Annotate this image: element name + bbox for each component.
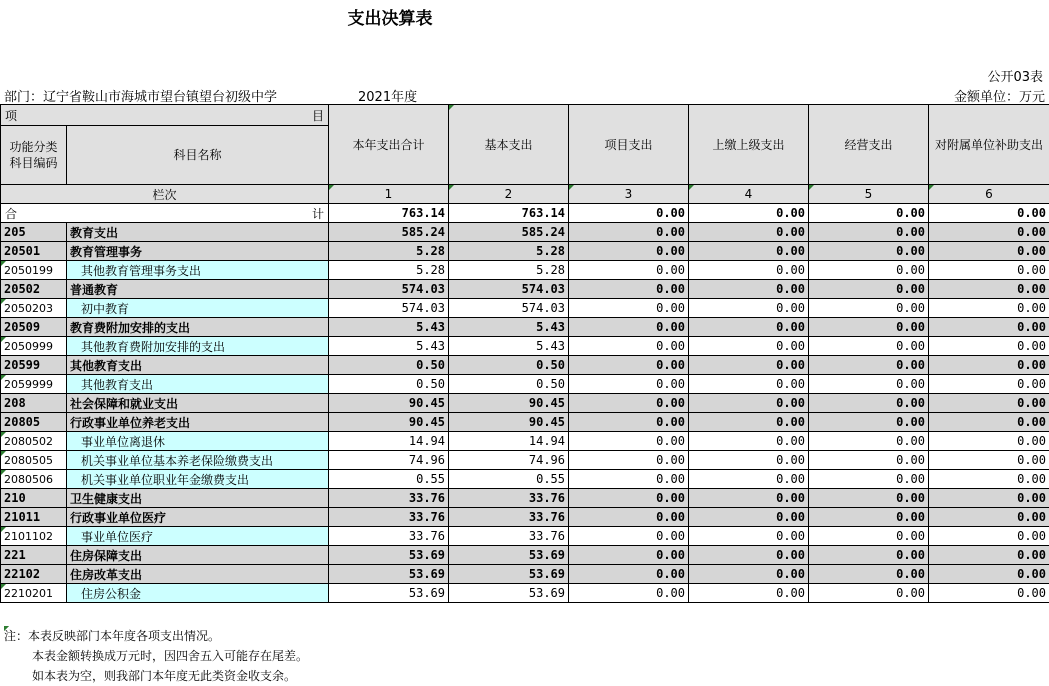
row-value: 74.96	[329, 451, 449, 470]
note-line: 如本表为空，则我部门本年度无此类资金收支余。	[4, 666, 308, 686]
row-value: 0.55	[449, 470, 569, 489]
row-name: 社会保障和就业支出	[67, 394, 329, 413]
row-value: 0.00	[809, 299, 929, 318]
total-label-right: 计	[312, 205, 324, 222]
table-row	[1, 375, 1049, 394]
row-name: 普通教育	[67, 280, 329, 299]
row-code: 210	[1, 489, 67, 508]
row-value: 0.00	[929, 432, 1049, 451]
row-code: 2059999	[1, 375, 67, 394]
row-value: 5.28	[449, 261, 569, 280]
fiscal-year: 2021年度	[358, 86, 417, 105]
row-value: 0.00	[569, 432, 689, 451]
row-value: 0.00	[929, 565, 1049, 584]
col-header-6: 对附属单位补助支出	[929, 105, 1049, 185]
index-num-4: 4	[689, 185, 809, 204]
row-code: 2101102	[1, 527, 67, 546]
table-row	[1, 394, 1049, 413]
header-item-left: 项	[5, 107, 17, 124]
index-label: 栏次	[1, 185, 329, 204]
row-name: 行政事业单位医疗	[67, 508, 329, 527]
row-value: 0.00	[929, 261, 1049, 280]
amount-unit: 金额单位：万元	[954, 86, 1045, 105]
row-name: 住房保障支出	[67, 546, 329, 565]
notes	[4, 626, 308, 686]
code-col-header: 功能分类科目编码	[1, 126, 67, 185]
row-value: 0.00	[809, 223, 929, 242]
row-code: 2080506	[1, 470, 67, 489]
row-value: 33.76	[329, 508, 449, 527]
row-value: 5.43	[329, 318, 449, 337]
row-value: 0.00	[689, 242, 809, 261]
row-value: 0.00	[689, 261, 809, 280]
row-value: 0.00	[929, 546, 1049, 565]
row-name: 教育管理事务	[67, 242, 329, 261]
name-col-header: 科目名称	[67, 126, 329, 185]
table-row	[1, 451, 1049, 470]
table-row	[1, 413, 1049, 432]
table-row	[1, 242, 1049, 261]
index-num-3: 3	[569, 185, 689, 204]
row-value: 0.00	[689, 280, 809, 299]
row-value: 5.28	[329, 261, 449, 280]
row-value: 0.00	[689, 375, 809, 394]
col-header-3: 项目支出	[569, 105, 689, 185]
index-num-1: 1	[329, 185, 449, 204]
row-code: 2080505	[1, 451, 67, 470]
row-value: 0.00	[809, 584, 929, 603]
index-num-6: 6	[929, 185, 1049, 204]
row-value: 33.76	[449, 508, 569, 527]
row-value: 0.00	[569, 318, 689, 337]
row-value: 5.43	[329, 337, 449, 356]
row-value: 33.76	[449, 527, 569, 546]
row-value: 0.00	[809, 413, 929, 432]
row-value: 53.69	[449, 565, 569, 584]
header-item-cell	[1, 105, 329, 126]
row-value: 0.00	[929, 489, 1049, 508]
row-value: 53.69	[449, 546, 569, 565]
row-value: 0.00	[569, 356, 689, 375]
row-value: 0.00	[569, 280, 689, 299]
row-value: 0.00	[689, 413, 809, 432]
row-code: 20599	[1, 356, 67, 375]
page-title: 支出决算表	[330, 4, 450, 29]
row-value: 90.45	[449, 394, 569, 413]
row-value: 33.76	[329, 489, 449, 508]
row-name: 其他教育支出	[67, 356, 329, 375]
row-value: 0.00	[689, 394, 809, 413]
row-value: 0.00	[689, 508, 809, 527]
table-row	[1, 584, 1049, 603]
row-name: 其他教育费附加安排的支出	[67, 337, 329, 356]
row-value: 0.00	[689, 318, 809, 337]
row-name: 初中教育	[67, 299, 329, 318]
row-value: 33.76	[329, 527, 449, 546]
row-value: 0.00	[689, 546, 809, 565]
row-value: 0.00	[929, 356, 1049, 375]
row-value: 0.00	[569, 261, 689, 280]
row-value: 53.69	[449, 584, 569, 603]
row-value: 0.00	[569, 337, 689, 356]
row-value: 0.00	[929, 508, 1049, 527]
total-value: 0.00	[689, 204, 809, 223]
row-value: 0.00	[689, 527, 809, 546]
row-value: 585.24	[449, 223, 569, 242]
row-code: 2080502	[1, 432, 67, 451]
table-row	[1, 318, 1049, 337]
row-value: 0.50	[449, 356, 569, 375]
row-value: 0.00	[929, 280, 1049, 299]
index-num-2: 2	[449, 185, 569, 204]
row-value: 5.28	[329, 242, 449, 261]
row-code: 2050203	[1, 299, 67, 318]
col-header-1: 本年支出合计	[329, 105, 449, 185]
row-code: 208	[1, 394, 67, 413]
row-value: 0.00	[929, 470, 1049, 489]
row-value: 14.94	[329, 432, 449, 451]
table-row	[1, 508, 1049, 527]
row-value: 0.00	[809, 394, 929, 413]
row-value: 0.00	[689, 584, 809, 603]
table-row	[1, 280, 1049, 299]
total-label-left: 合	[5, 205, 17, 222]
row-code: 20502	[1, 280, 67, 299]
row-value: 0.00	[809, 261, 929, 280]
col-header-5: 经营支出	[809, 105, 929, 185]
row-value: 53.69	[329, 584, 449, 603]
total-row	[1, 204, 1049, 223]
row-value: 0.00	[809, 356, 929, 375]
row-code: 22102	[1, 565, 67, 584]
row-code: 221	[1, 546, 67, 565]
row-value: 90.45	[329, 413, 449, 432]
row-name: 住房改革支出	[67, 565, 329, 584]
row-value: 574.03	[329, 280, 449, 299]
row-value: 574.03	[449, 299, 569, 318]
row-value: 0.00	[929, 299, 1049, 318]
table-row	[1, 527, 1049, 546]
row-name: 卫生健康支出	[67, 489, 329, 508]
table-row	[1, 546, 1049, 565]
row-value: 0.00	[809, 470, 929, 489]
row-value: 0.00	[689, 299, 809, 318]
row-name: 机关事业单位职业年金缴费支出	[67, 470, 329, 489]
table-row	[1, 470, 1049, 489]
note-line: 本表金额转换成万元时，因四舍五入可能存在尾差。	[4, 646, 308, 666]
row-code: 20509	[1, 318, 67, 337]
row-value: 0.00	[929, 337, 1049, 356]
row-value: 0.55	[329, 470, 449, 489]
row-value: 0.00	[809, 489, 929, 508]
table-row	[1, 223, 1049, 242]
row-value: 0.00	[569, 394, 689, 413]
row-value: 33.76	[449, 489, 569, 508]
row-value: 5.28	[449, 242, 569, 261]
row-value: 0.00	[929, 223, 1049, 242]
row-value: 0.00	[809, 337, 929, 356]
table-row	[1, 299, 1049, 318]
row-name: 事业单位离退休	[67, 432, 329, 451]
row-value: 0.00	[569, 223, 689, 242]
row-code: 20501	[1, 242, 67, 261]
row-code: 2210201	[1, 584, 67, 603]
row-value: 0.00	[929, 584, 1049, 603]
row-value: 0.00	[689, 223, 809, 242]
row-name: 教育费附加安排的支出	[67, 318, 329, 337]
row-value: 574.03	[329, 299, 449, 318]
row-value: 0.00	[569, 527, 689, 546]
row-value: 0.50	[449, 375, 569, 394]
expenditure-table	[0, 104, 1049, 603]
note-line: 注：本表反映部门本年度各项支出情况。	[4, 626, 308, 646]
row-value: 0.00	[929, 318, 1049, 337]
row-code: 21011	[1, 508, 67, 527]
row-name: 教育支出	[67, 223, 329, 242]
row-name: 行政事业单位养老支出	[67, 413, 329, 432]
table-row	[1, 261, 1049, 280]
total-value: 763.14	[449, 204, 569, 223]
row-value: 0.50	[329, 375, 449, 394]
row-value: 0.00	[569, 489, 689, 508]
form-id: 公开03表	[987, 66, 1043, 85]
row-value: 0.00	[809, 451, 929, 470]
row-value: 0.00	[569, 451, 689, 470]
total-value: 0.00	[809, 204, 929, 223]
row-value: 0.00	[689, 489, 809, 508]
row-value: 90.45	[449, 413, 569, 432]
total-value: 763.14	[329, 204, 449, 223]
row-code: 2050999	[1, 337, 67, 356]
row-code: 205	[1, 223, 67, 242]
row-value: 90.45	[329, 394, 449, 413]
row-value: 0.00	[929, 413, 1049, 432]
row-value: 0.00	[809, 375, 929, 394]
row-value: 585.24	[329, 223, 449, 242]
row-value: 0.00	[929, 451, 1049, 470]
row-value: 14.94	[449, 432, 569, 451]
row-value: 0.50	[329, 356, 449, 375]
row-code: 20805	[1, 413, 67, 432]
table-row	[1, 337, 1049, 356]
row-value: 0.00	[809, 280, 929, 299]
total-value: 0.00	[569, 204, 689, 223]
row-value: 5.43	[449, 337, 569, 356]
row-value: 0.00	[689, 470, 809, 489]
row-value: 0.00	[569, 584, 689, 603]
row-value: 5.43	[449, 318, 569, 337]
row-value: 0.00	[689, 356, 809, 375]
table-row	[1, 565, 1049, 584]
col-header-4: 上缴上级支出	[689, 105, 809, 185]
row-value: 0.00	[929, 375, 1049, 394]
row-value: 0.00	[569, 565, 689, 584]
row-value: 0.00	[809, 432, 929, 451]
row-name: 其他教育管理事务支出	[67, 261, 329, 280]
col-header-2: 基本支出	[449, 105, 569, 185]
header-item-right: 目	[312, 107, 324, 124]
row-name: 其他教育支出	[67, 375, 329, 394]
row-value: 53.69	[329, 565, 449, 584]
table-row	[1, 432, 1049, 451]
row-value: 0.00	[689, 565, 809, 584]
table-row	[1, 489, 1049, 508]
department-label: 部门：辽宁省鞍山市海城市望台镇望台初级中学	[4, 86, 277, 105]
row-value: 0.00	[689, 451, 809, 470]
row-name: 住房公积金	[67, 584, 329, 603]
row-value: 0.00	[569, 299, 689, 318]
row-value: 0.00	[929, 394, 1049, 413]
row-value: 53.69	[329, 546, 449, 565]
row-value: 0.00	[569, 508, 689, 527]
row-code: 2050199	[1, 261, 67, 280]
table-row	[1, 356, 1049, 375]
row-value: 0.00	[569, 470, 689, 489]
row-value: 0.00	[569, 413, 689, 432]
row-value: 0.00	[689, 337, 809, 356]
row-value: 0.00	[809, 318, 929, 337]
row-value: 0.00	[809, 242, 929, 261]
row-value: 0.00	[809, 527, 929, 546]
row-value: 0.00	[929, 242, 1049, 261]
row-value: 0.00	[569, 546, 689, 565]
index-num-5: 5	[809, 185, 929, 204]
row-value: 0.00	[569, 375, 689, 394]
row-value: 0.00	[809, 565, 929, 584]
row-value: 0.00	[689, 432, 809, 451]
row-value: 74.96	[449, 451, 569, 470]
row-value: 0.00	[809, 508, 929, 527]
total-value: 0.00	[929, 204, 1049, 223]
row-value: 0.00	[809, 546, 929, 565]
row-name: 机关事业单位基本养老保险缴费支出	[67, 451, 329, 470]
row-value: 0.00	[569, 242, 689, 261]
row-value: 0.00	[929, 527, 1049, 546]
total-label	[1, 204, 329, 223]
row-name: 事业单位医疗	[67, 527, 329, 546]
row-value: 574.03	[449, 280, 569, 299]
